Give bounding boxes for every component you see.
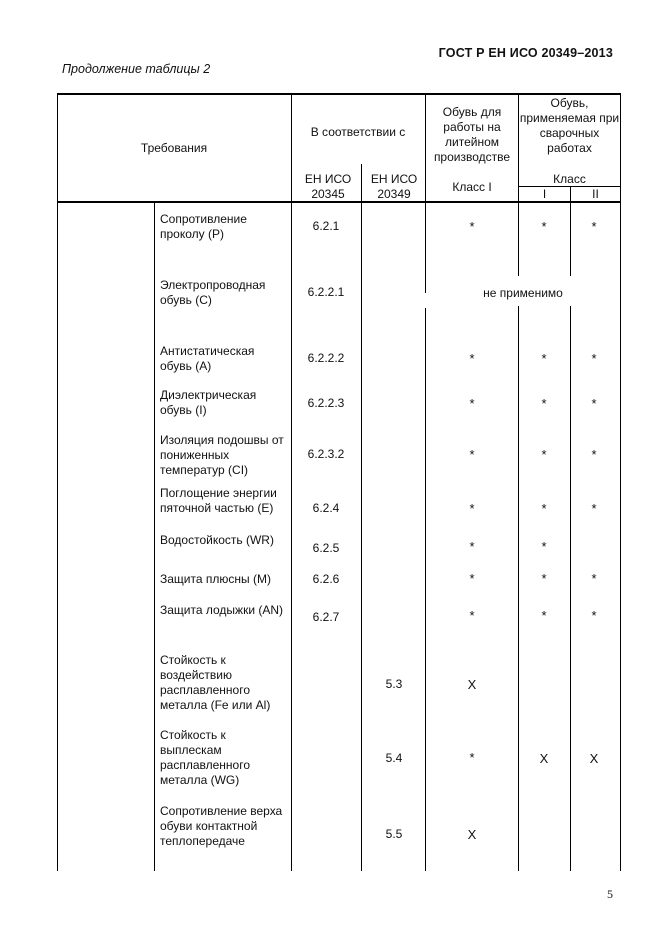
row-foundry-mark: * [469,447,475,462]
row-foundry-mark: * [469,608,475,623]
row-welding-I-mark: * [541,351,547,366]
row-ref-20349: 5.3 [385,677,403,691]
header-doc-20349: ЕН ИСО 20349 [370,172,418,201]
row-requirement: Водостойкость (WR) [160,533,274,547]
row-requirement: Изоляция подошвы от пониженных температур (CI) [160,433,284,477]
row-ref-20345: 6.2.7 [312,610,340,624]
row-ref-20349: 5.5 [385,827,403,841]
header-according-to: В соответствии с [310,125,406,139]
col-divider-group [154,203,155,871]
header-foundry-footwear: Обувь для работы на литейном производстве [433,105,511,164]
header-doc-20345: ЕН ИСО 20345 [304,172,352,201]
row-ref-20345: 6.2.3.2 [307,447,345,461]
header-welding-class-II: II [592,187,599,201]
row-requirement: Диэлектрическая обувь (I) [160,388,257,417]
row-requirement: Электропроводная обувь (C) [160,278,266,307]
col-divider-welding-class-bottom [570,306,571,871]
table-continuation-caption: Продолжение таблицы 2 [62,62,211,76]
row-welding-I-mark: * [541,539,547,554]
col-divider-foundry-bottom [425,308,426,871]
row-welding-II-mark: * [591,219,597,234]
requirements-table [57,93,621,871]
row-foundry-mark: * [469,750,475,765]
header-welding-class-I: I [542,187,547,201]
row-welding-II-mark: * [591,501,597,516]
row-foundry-mark: * [469,539,475,554]
col-divider-docs [361,203,362,871]
row-welding-I-mark: * [541,571,547,586]
col-divider-docs-head [361,164,362,201]
row-foundry-mark: X [467,827,477,842]
row-ref-20345: 6.2.5 [312,541,340,555]
row-welding-II-mark: * [591,396,597,411]
row-welding-I-mark: * [541,608,547,623]
header-welding-footwear: Обувь, применяемая при сварочных работах [519,96,620,155]
row-ref-20345: 6.2.2.3 [307,396,345,410]
row-welding-II-mark: * [591,608,597,623]
row-welding-I-mark: X [539,751,549,766]
row-welding-II-mark: * [591,447,597,462]
row-welding-II-mark: * [591,351,597,366]
header-foundry-class: Класс I [452,180,492,194]
row-requirement: Защита лодыжки (AN) [160,603,284,617]
row-foundry-mark: * [469,219,475,234]
row-requirement: Сопротивление проколу (P) [160,212,247,241]
row-requirement: Антистатическая обувь (A) [160,344,255,373]
row-welding-II-mark: * [591,571,597,586]
page-number: 5 [607,887,613,901]
col-divider-ref [291,93,292,871]
row-ref-20345: 6.2.2.2 [307,351,345,365]
row-welding-I-mark: * [541,501,547,516]
table-left-border [57,93,58,871]
row-foundry-mark: * [469,571,475,586]
row-welding-I-mark: * [541,396,547,411]
col-divider-welding-class-top [570,203,571,276]
row-ref-20345: 6.2.6 [312,572,340,586]
row-welding-I-mark: * [541,447,547,462]
row-ref-20345: 6.2.1 [312,219,340,233]
row-ref-20349: 5.4 [385,751,403,765]
row-requirement: Стойкость к воздействию расплавленного металла (Fe или Al) [160,653,271,712]
row-ref-20345: 6.2.2.1 [307,285,345,299]
row-welding-I-mark: * [541,219,547,234]
row-not-applicable-note: не применимо [483,286,563,300]
row-ref-20345: 6.2.4 [312,501,340,515]
row-foundry-mark: * [469,396,475,411]
row-welding-II-mark: X [589,751,599,766]
row-requirement: Защита плюсны (M) [160,572,271,586]
table-right-border [620,93,621,871]
row-foundry-mark: X [467,677,477,692]
row-requirement: Сопротивление верха обуви контактной теплопередаче [160,804,283,848]
col-divider-welding-bottom [518,306,519,871]
standard-designation: ГОСТ Р ЕН ИСО 20349–2013 [438,46,613,60]
header-welding-class: Класс [553,172,586,186]
row-requirement: Стойкость к выплескам расплавленного металла (WG) [160,728,251,787]
row-requirement: Поглощение энергии пяточной частью (E) [160,486,277,515]
row-foundry-mark: * [469,501,475,516]
row-foundry-mark: * [469,351,475,366]
header-requirements: Требования [140,141,208,155]
table-top-border [57,93,621,95]
